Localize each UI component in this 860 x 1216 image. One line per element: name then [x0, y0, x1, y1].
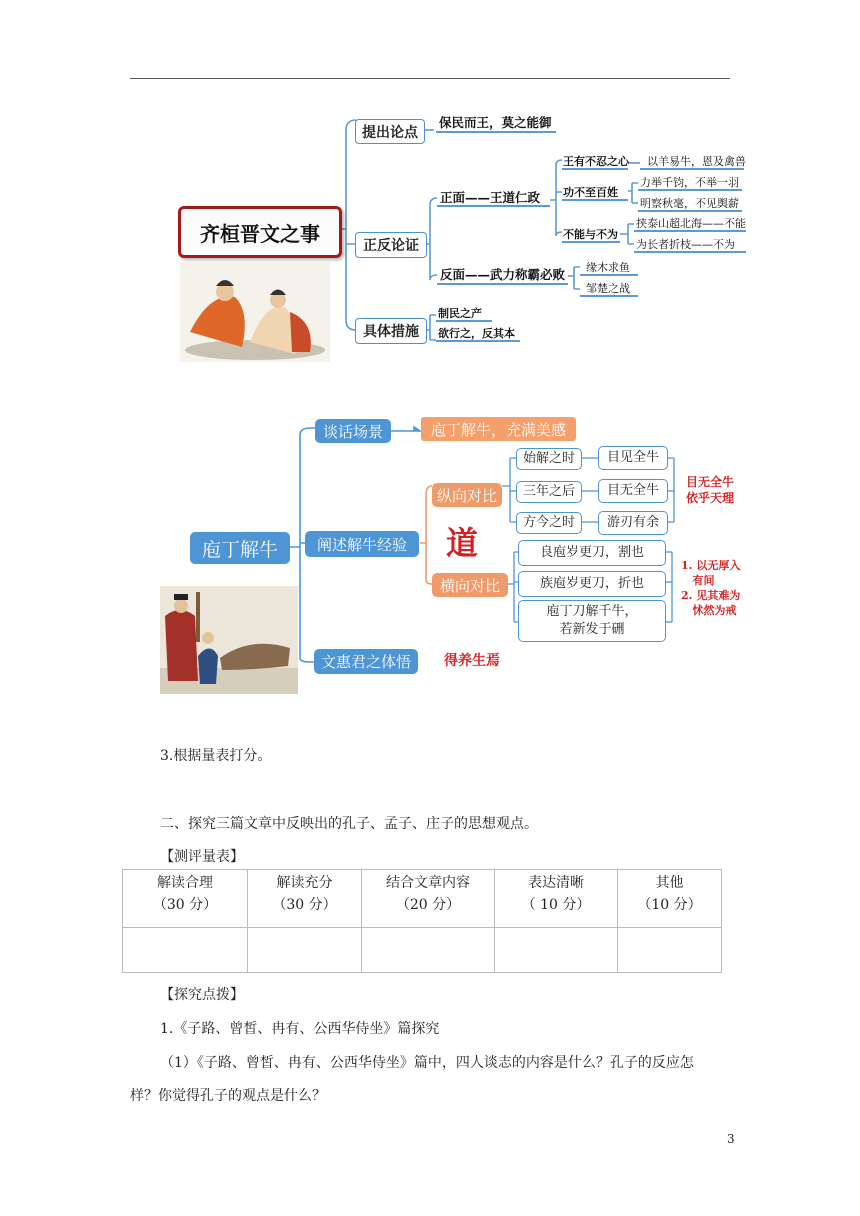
rubric-header-cell: 结合文章内容 （20 分）	[362, 870, 495, 928]
scholars-illustration	[180, 262, 330, 362]
branch-scene: 谈话场景	[315, 419, 391, 443]
stage-result-2: 目无全牛	[598, 479, 668, 503]
neg-leaf-2: 邹楚之战	[586, 282, 630, 295]
pos-sub-2-underline	[562, 199, 628, 201]
branch-thesis: 提出论点	[355, 119, 425, 144]
pos-sub-1: 王有不忍之心	[563, 155, 629, 168]
rubric-header-cell: 表达清晰 （ 10 分）	[495, 870, 618, 928]
mindmap2-title: 庖丁解牛	[190, 532, 290, 564]
comparison-3: 庖丁刀解千牛， 若新发于硎	[518, 600, 666, 642]
pos-leaf-5-underline	[634, 251, 746, 253]
thesis-underline	[436, 131, 556, 133]
scoring-rubric-table	[122, 869, 722, 973]
section-2-heading: 二、探究三篇文章中反映出的孔子、孟子、庄子的思想观点。	[160, 816, 538, 832]
pos-leaf-2: 力举千钧，不举一羽	[640, 176, 739, 189]
horizontal-compare: 横向对比	[432, 573, 508, 597]
stage-1: 始解之时	[516, 448, 582, 470]
pos-leaf-1-underline	[640, 168, 744, 170]
rubric-score-row	[123, 928, 722, 973]
measures-leaf-1: 制民之产	[438, 307, 482, 320]
step-3: 3.根据量表打分。	[160, 748, 272, 764]
neg-leaf-2-underline	[580, 295, 638, 297]
stage-2: 三年之后	[516, 481, 582, 503]
question-1-line-2: 样？你觉得孔子的观点是什么？	[130, 1088, 326, 1104]
rubric-header-cell: 解读充分 （30 分）	[248, 870, 362, 928]
vertical-compare: 纵向对比	[432, 483, 502, 507]
measures-leaf-2-underline	[436, 340, 520, 342]
note-vertical: 目无全牛 依乎天理	[686, 475, 735, 506]
neg-leaf-1-underline	[580, 274, 638, 276]
mindmap2-connectors	[0, 400, 860, 710]
question-1-line-1: （1）《子路、曾皙、冉有、公西华侍坐》篇中，四人谈志的内容是什么？孔子的反应怎	[160, 1055, 694, 1071]
butcher-illustration	[160, 586, 298, 694]
branch-measures: 具体措施	[355, 318, 427, 344]
branch-argument: 正反论证	[355, 232, 427, 258]
pos-leaf-3: 明察秋毫，不见舆薪	[640, 197, 739, 210]
score-cell[interactable]	[618, 928, 722, 973]
pos-leaf-4: 挟泰山超北海——不能	[636, 217, 746, 230]
dao-character: 道	[446, 524, 479, 562]
insight-note: 得养生焉	[444, 653, 500, 669]
stage-3: 方今之时	[516, 512, 582, 534]
branch-insight: 文惠君之体悟	[314, 649, 418, 674]
pos-sub-3: 不能与不为	[563, 228, 618, 241]
negative-underline	[437, 283, 568, 285]
rubric-title: 【测评量表】	[160, 849, 244, 865]
score-cell[interactable]	[123, 928, 248, 973]
measures-leaf-1-underline	[436, 320, 492, 322]
item-1-heading: 1.《子路、曾皙、冉有、公西华侍坐》篇探究	[160, 1021, 440, 1037]
rubric-header-cell: 解读合理 （30 分）	[123, 870, 248, 928]
branch-experience: 阐述解牛经验	[305, 531, 419, 557]
score-cell[interactable]	[248, 928, 362, 973]
pos-leaf-3-underline	[638, 210, 742, 212]
scene-result: 庖丁解牛，充满美感	[421, 417, 576, 441]
comparison-1: 良庖岁更刀，割也	[518, 540, 666, 566]
pos-sub-1-underline	[562, 168, 628, 170]
comparison-2: 族庖岁更刀，折也	[518, 571, 666, 597]
pos-leaf-4-underline	[634, 230, 746, 232]
negative-argument: 反面——武力称霸必败	[440, 267, 566, 282]
rubric-header-cell: 其他 （10 分）	[618, 870, 722, 928]
positive-argument: 正面——王道仁政	[440, 190, 541, 205]
neg-leaf-1: 缘木求鱼	[586, 261, 630, 274]
positive-underline	[437, 205, 550, 207]
tips-title: 【探究点拨】	[160, 987, 244, 1003]
rubric-header-row	[123, 870, 722, 928]
pos-sub-2: 功不至百姓	[563, 186, 618, 199]
note-horizontal: 1. 以无厚入 有间 2. 见其难为 怵然为戒	[681, 559, 741, 617]
score-cell[interactable]	[495, 928, 618, 973]
stage-result-1: 目见全牛	[598, 446, 668, 470]
page-number: 3	[727, 1132, 735, 1146]
score-cell[interactable]	[362, 928, 495, 973]
measures-leaf-2: 欲行之，反其本	[438, 327, 515, 340]
mindmap1-title: 齐桓晋文之事	[178, 206, 342, 258]
thesis-text: 保民而王，莫之能御	[439, 115, 552, 130]
pos-leaf-5: 为长者折枝——不为	[636, 238, 735, 251]
stage-result-3: 游刃有余	[598, 511, 668, 535]
pos-leaf-2-underline	[638, 189, 742, 191]
pos-leaf-1: 以羊易牛，恩及禽兽	[647, 155, 746, 168]
pos-sub-3-underline	[562, 241, 620, 243]
